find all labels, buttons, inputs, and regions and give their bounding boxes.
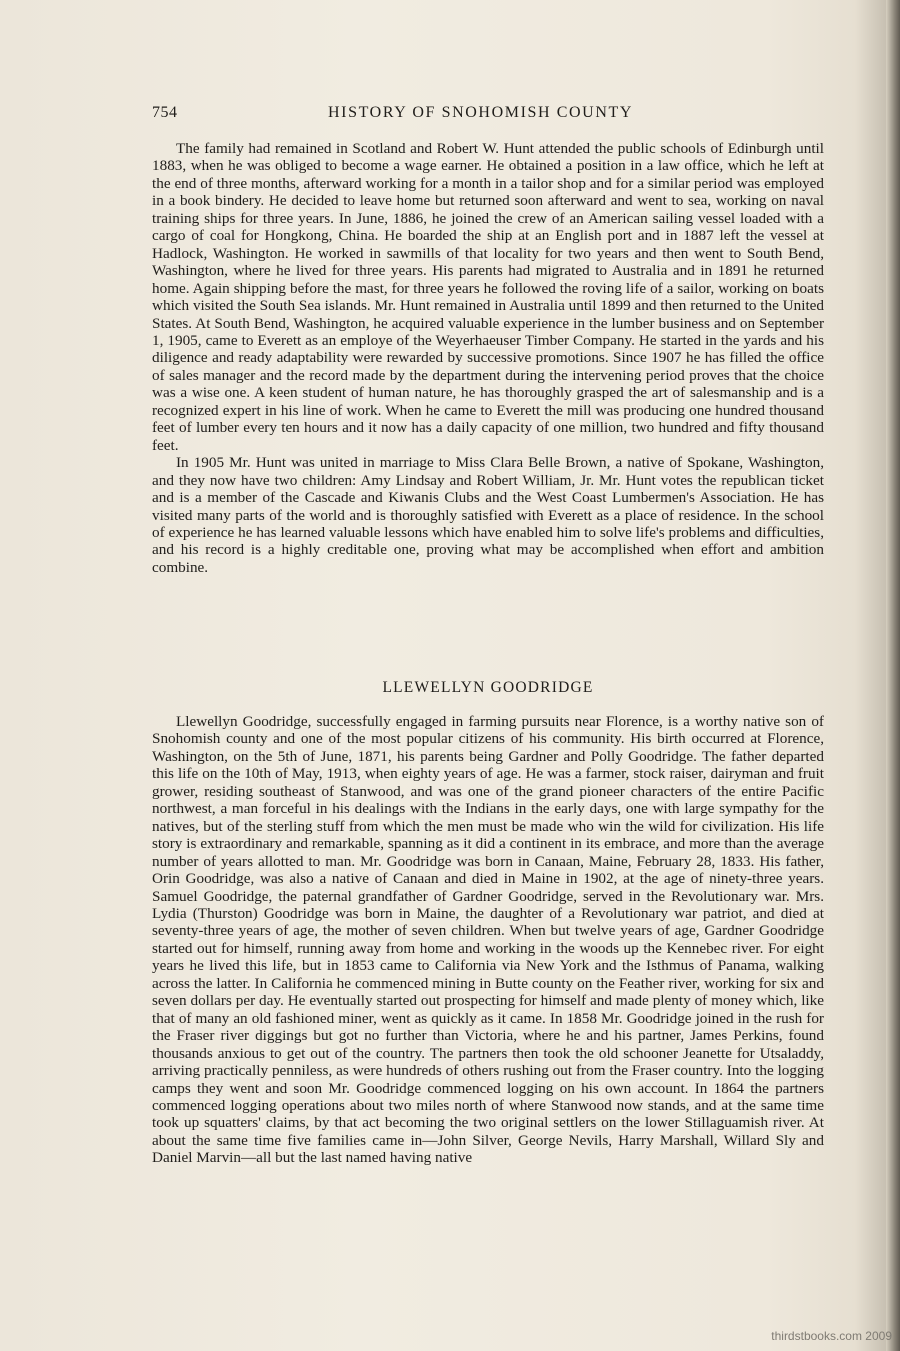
running-head: HISTORY OF SNOHOMISH COUNTY (328, 104, 634, 121)
watermark: thirdstbooks.com 2009 (771, 1329, 892, 1343)
paragraph: The family had remained in Scotland and Robert W. Hunt attended the public schools of Edinburgh until 1883, when he was obliged to become a wage earner. He obtained a position in a law office, which he left at the end of three months, afterward working for a month in a tailor shop and for a similar period was employed in a book bindery. He decided to leave home but returned soon afterward and went to sea, working on naval training ships for three years. In June, 1886, he joined the crew of an American sailing vessel loaded with a cargo of coal for Hongkong, China. He boarded the ship at an English port and in 1887 left the vessel at Hadlock, Washington. He worked in sawmills of that locality for two years and then went to South Bend, Washington, where he lived for three years. His parents had migrated to Australia and in 1891 he returned home. Again shipping before the mast, for three years he followed the roving life of a sailor, working on boats which visited the South Sea islands. Mr. Hunt remained in Australia until 1899 and then returned to the United States. At South Bend, Washington, he acquired valuable experience in the lumber business and on September 1, 1905, came to Everett as an employe of the Weyerhaeuser Timber Company. He started in the yards and his diligence and ready adaptability were rewarded by successive promotions. Since 1907 he has filled the office of sales manager and the record made by the department during the intervening period proves that the choice was a wise one. A keen student of human nature, he has thoroughly grasped the art of salesmanship and is a recognized expert in his line of work. When he came to Everett the mill was producing one hundred thousand feet of lumber every ten hours and it now has a daily capacity of one million, two hundred and fifty thousand feet. (152, 140, 824, 454)
paragraph: Llewellyn Goodridge, successfully engaged in farming pursuits near Florence, is a worthy native son of Snohomish county and one of the most popular citizens of his community. His birth occurred at Florence, Washington, on the 5th of June, 1871, his parents being Gardner and Polly Goodridge. The father departed this life on the 10th of May, 1913, when eighty years of age. He was a farmer, stock raiser, dairyman and fruit grower, residing southeast of Stanwood, and was one of the grand pioneer characters of the entire Pacific northwest, a man forceful in his dealings with the Indians in the early days, one with large sympathy for the natives, but of the sterling stuff from which the men must be made who win the wild for civilization. His life story is extraordinary and remarkable, spanning as it did a continent in its embrace, and more than the average number of years allotted to man. Mr. Goodridge was born in Canaan, Maine, February 28, 1833. His father, Orin Goodridge, was also a native of Canaan and died in Maine in 1902, at the age of ninety-three years. Samuel Goodridge, the paternal grandfather of Gardner Goodridge, served in the Revolutionary war. Mrs. Lydia (Thurston) Goodridge was born in Maine, the daughter of a Revolutionary war patriot, and died at seventy-three years of age, the mother of seven children. When but twelve years of age, Gardner Goodridge started out for himself, running away from home and working in the woods up the Kennebec river. For eight years he lived this life, but in 1853 came to California via New York and the Isthmus of Panama, walking across the latter. In California he commenced mining in Butte county on the Feather river, working for six and seven dollars per day. He eventually started out prospecting for himself and made plenty of money which, like that of many an old fashioned miner, went as quickly as it came. In 1858 Mr. Goodridge joined in the rush for the Fraser river diggings but got no further than Victoria, where he and his partner, James Perkins, found thousands anxious to get out of the country. The partners then took the old schooner Jeanette for Utsaladdy, arriving practically penniless, as were hundreds of others rushing out from the Fraser country. Into the logging camps they went and soon Mr. Goodridge commenced logging on his own account. In 1864 the partners commenced logging operations about two miles north of where Stanwood now stands, and at the same time took up squatters' claims, by that act becoming the two original settlers on the lower Stillaguamish river. At about the same time five families came in—John Silver, George Nevils, Harry Marshall, Willard Sly and Daniel Marvin—all but the last named having native (152, 713, 824, 1167)
section-title: LLEWELLYN GOODRIDGE (382, 679, 594, 696)
article-goodridge (152, 713, 824, 1167)
page-number: 754 (152, 104, 178, 121)
page-header (152, 104, 822, 128)
page-edge (886, 0, 900, 1351)
paragraph: In 1905 Mr. Hunt was united in marriage to Miss Clara Belle Brown, a native of Spokane, Washington, and they now have two children: Amy Lindsay and Robert William, Jr. Mr. Hunt votes the republican ticket and is a member of the Cascade and Kiwanis Clubs and the West Coast Lumbermen's Association. He has visited many parts of the world and is thoroughly satisfied with Everett as a place of residence. In the school of experience he has learned valuable lessons which have enabled him to solve life's problems and difficulties, and his record is a highly creditable one, proving what may be accomplished when effort and ambition combine. (152, 454, 824, 576)
article-hunt (152, 140, 824, 576)
